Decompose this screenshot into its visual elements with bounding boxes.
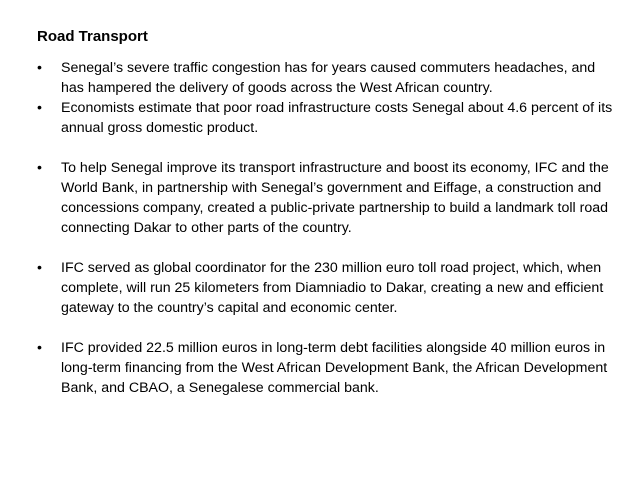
bullet-text: IFC served as global coordinator for the 230 million euro toll road project, which, when complete, will run 25 kilometers from Diamniadio to Dakar, creating a new and efficient gateway to the country’s capital and economic center. <box>61 260 604 316</box>
bullet-item <box>37 58 617 98</box>
bullet-item <box>37 258 617 318</box>
bullet-marker: • <box>37 260 42 276</box>
bullet-text: Economists estimate that poor road infrastructure costs Senegal about 4.6 percent of its annual gross domestic product. <box>61 100 613 136</box>
bullet-text: IFC provided 22.5 million euros in long-term debt facilities alongside 40 million euros in long-term financing from the West African Development Bank, the African Development Bank, and CBAO, a Senegalese commercial bank. <box>61 340 608 396</box>
bullet-list <box>37 58 617 398</box>
bullet-marker: • <box>37 100 42 116</box>
bullet-item <box>37 338 617 398</box>
bullet-marker: • <box>37 60 42 76</box>
bullet-item <box>37 158 617 238</box>
bullet-marker: • <box>37 340 42 356</box>
bullet-text: Senegal’s severe traffic congestion has for years caused commuters headaches, and has hampered the delivery of goods across the West African country. <box>61 60 596 96</box>
bullet-text: To help Senegal improve its transport infrastructure and boost its economy, IFC and the World Bank, in partnership with Senegal’s government and Eiffage, a construction and concessions company, created a public-private partnership to build a landmark toll road connecting Dakar to other parts of the country. <box>61 160 609 236</box>
slide-title: Road Transport <box>37 28 148 45</box>
bullet-item <box>37 98 617 138</box>
bullet-marker: • <box>37 160 42 176</box>
